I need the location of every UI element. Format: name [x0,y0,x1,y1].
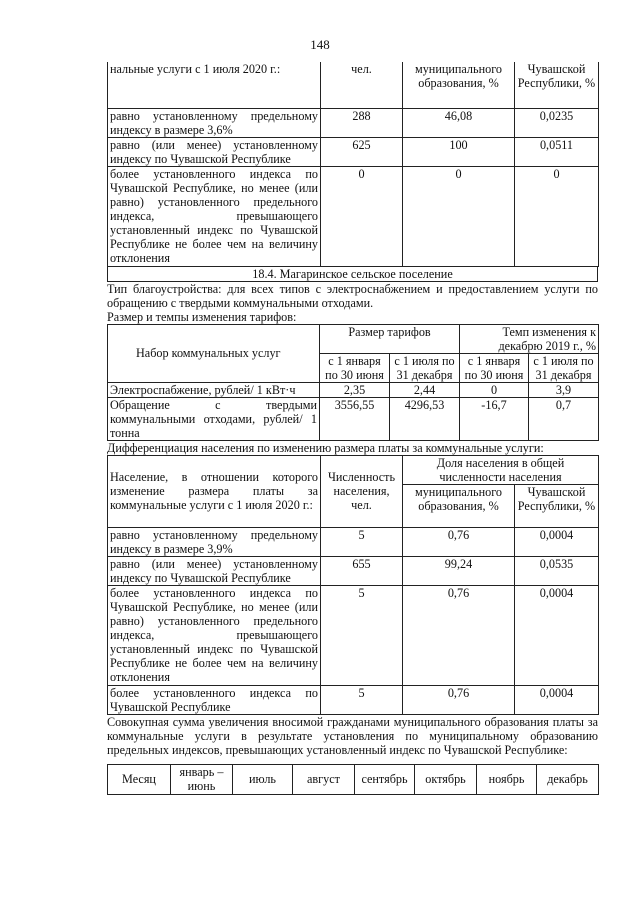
table-cell: 0 [321,166,403,266]
table-cell: нальные услуги с 1 июля 2020 г.: [108,62,321,108]
header-cell: Месяц [108,764,171,794]
table-cell: более установленного индекса по Чувашской Республике [108,685,321,714]
table-cell: 0,76 [403,685,515,714]
table-row [108,137,599,166]
table-cell: 625 [321,137,403,166]
page-number: 148 [310,37,330,52]
header-cell: Чувашской Республики, % [515,484,599,527]
table-cell: 4296,53 [390,397,460,440]
table-row [108,382,599,397]
table-cell: равно установленному предельному индексу в размере 3,9% [108,527,321,556]
table-cell: 0,0511 [515,137,599,166]
table-cell: 0,0235 [515,108,599,137]
tariffs-table [107,324,599,441]
table-cell: 5 [321,685,403,714]
header-cell: с 1 июля по 31 декабря [529,353,599,382]
header-cell: муниципального образования, % [403,484,515,527]
table-cell: чел. [321,62,403,108]
header-cell: октябрь [415,764,477,794]
table-cell: более установленного индекса по Чувашской Республике, но менее (или равно) установленного предельного индекса, превышающего установленный индекс по Чувашской Республике не более чем на величину отклонения [108,585,321,685]
table-cell: Обращение с твердыми коммунальными отходами, рублей/ 1 тонна [108,397,320,440]
table-row [108,685,599,714]
header-cell: июль [233,764,293,794]
table-cell: 655 [321,556,403,585]
header-cell: Набор коммунальных услуг [108,324,320,382]
table-row [108,527,599,556]
header-cell: ноябрь [477,764,537,794]
table-cell: более установленного индекса по Чувашской Республике, но менее (или равно) установленного предельного индекса, превышающего установленный индекс по Чувашской Республике не более чем на величину отклонения [108,166,321,266]
table-cell: -16,7 [460,397,529,440]
table-cell: 0 [515,166,599,266]
table-cell: муниципального образования, % [403,62,515,108]
table-cell: 288 [321,108,403,137]
page-content [107,62,598,795]
table-cell: 0 [403,166,515,266]
table-cell: 100 [403,137,515,166]
table-cell: 0,76 [403,527,515,556]
header-cell: Население, в отношении которого изменение размера платы за коммунальные услуги с 1 июля 2020 г.: [108,455,321,527]
table-row [108,397,599,440]
population-table [107,455,599,715]
header-cell: январь – июнь [171,764,233,794]
header-cell: Доля населения в общей численности населения [403,455,599,484]
table-cell: 0,0004 [515,527,599,556]
table-cell: 2,35 [320,382,390,397]
table-cell: равно (или менее) установленному индексу по Чувашской Республике [108,137,321,166]
table-cell: 5 [321,585,403,685]
table-cell: 0,7 [529,397,599,440]
table-row [108,556,599,585]
header-cell: сентябрь [355,764,415,794]
table-cell: 0,76 [403,585,515,685]
table-cell: Чувашской Республики, % [515,62,599,108]
header-cell: с 1 января по 30 июня [320,353,390,382]
table-cell: 0,0004 [515,685,599,714]
header-cell: август [293,764,355,794]
table-cell: 0,0004 [515,585,599,685]
header-cell: с 1 июля по 31 декабря [390,353,460,382]
table-cell: равно установленному предельному индексу в размере 3,6% [108,108,321,137]
table-population-prev [107,62,599,267]
table-cell: 0,0535 [515,556,599,585]
differentiation-heading: Дифференциация населения по изменению размера платы за коммунальные услуги: [107,440,544,455]
table-cell: 46,08 [403,108,515,137]
table-cell: равно (или менее) установленному индексу по Чувашской Республике [108,556,321,585]
section-title: 18.4. Магаринское сельское поселение [107,267,598,282]
table-header-row [108,455,599,484]
table-row [108,108,599,137]
header-cell: Размер тарифов [320,324,460,353]
header-cell: Темп изменения к декабрю 2019 г., % [460,324,599,353]
header-cell: с 1 января по 30 июня [460,353,529,382]
table-header-row [108,324,599,353]
tariffs-heading: Размер и темпы изменения тарифов: [107,309,297,324]
table-header-row [108,764,599,794]
header-cell: Численность населения, чел. [321,455,403,527]
header-cell: декабрь [537,764,599,794]
table-cell: 0 [460,382,529,397]
table-cell: 99,24 [403,556,515,585]
months-table [107,764,599,795]
table-cell: Электроспабжение, рублей/ 1 кВт·ч [108,382,320,397]
table-row [108,62,599,108]
table-row [108,585,599,685]
table-cell: 5 [321,527,403,556]
table-cell: 2,44 [390,382,460,397]
total-increase-paragraph: Совокупная сумма увеличения вносимой гражданами муниципального образования платы за коммунальные услуги в результате установления по муниципальному образованию предельных индексов, превышающих установленный индекс по Чувашской Республике: [107,714,598,757]
table-cell: 3556,55 [320,397,390,440]
table-cell: 3,9 [529,382,599,397]
table-row [108,166,599,266]
improvement-type: Тип благоустройства: для всех типов с электроснабжением и предоставлением услуги по обращению с твердыми коммунальными отходами. [107,281,598,310]
